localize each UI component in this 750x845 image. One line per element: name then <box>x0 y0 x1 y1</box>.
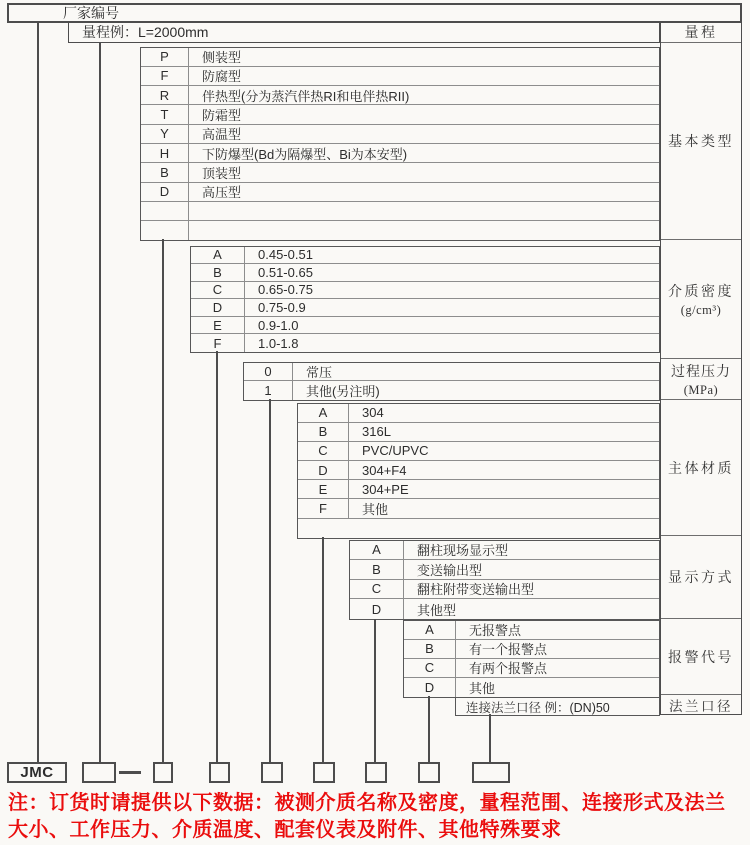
process-pressure-table <box>243 362 660 402</box>
description-cell: 翻柱现场显示型 <box>417 543 509 559</box>
code-cell: F <box>191 334 245 352</box>
table-row <box>191 334 659 352</box>
connector-alarm <box>428 696 430 762</box>
code-cell: Y <box>141 125 189 143</box>
description-cell: 304 <box>362 405 384 421</box>
description-cell: 其他型 <box>417 602 457 618</box>
display-mode-table <box>349 540 660 620</box>
medium-density-table <box>190 246 660 354</box>
alarm-code-table <box>403 620 660 698</box>
table-row <box>141 221 659 240</box>
description-cell: PVC/UPVC <box>362 443 429 459</box>
table-row <box>141 144 659 163</box>
table-row <box>141 48 659 67</box>
code-cell: B <box>298 423 349 441</box>
range-example-row <box>68 21 660 43</box>
description-cell: 有一个报警点 <box>469 642 548 658</box>
code-cell: C <box>350 580 404 599</box>
description-cell: 防腐型 <box>202 69 242 85</box>
table-row <box>244 381 659 400</box>
table-row <box>191 282 659 300</box>
table-row <box>191 264 659 282</box>
description-cell: 伴热型(分为蒸汽伴热RI和电伴热RII) <box>202 88 410 104</box>
table-row <box>141 125 659 144</box>
description-cell: 304+PE <box>362 481 409 497</box>
description-cell <box>349 519 659 538</box>
table-row <box>350 541 659 561</box>
code-box-pressure <box>261 762 283 783</box>
connector-material <box>322 537 324 762</box>
code-cell: F <box>298 499 349 517</box>
table-row <box>141 67 659 86</box>
code-cell: C <box>191 282 245 299</box>
code-cell: E <box>298 480 349 498</box>
description-cell: 下防爆型(Bd为隔爆型、Bi为本安型) <box>202 146 408 162</box>
code-box-basic-type <box>153 762 173 783</box>
table-row <box>350 599 659 619</box>
description-cell: 高压型 <box>202 185 242 201</box>
description-cell: 0.75-0.9 <box>258 300 306 316</box>
connector-display <box>374 619 376 762</box>
code-box-alarm <box>418 762 440 783</box>
table-row <box>404 621 659 640</box>
code-cell: A <box>350 541 404 560</box>
connector-range <box>99 42 101 762</box>
code-cell: B <box>141 163 189 181</box>
code-box-display <box>365 762 387 783</box>
body-material-table <box>297 403 660 539</box>
code-cell: A <box>404 621 456 639</box>
category-label-column <box>660 21 742 715</box>
description-cell: 1.0-1.8 <box>258 335 299 351</box>
description-cell: 其他 <box>469 680 496 696</box>
code-box-material <box>313 762 335 783</box>
label-process-pressure: 过程压力 (MPa) <box>661 359 741 400</box>
table-row <box>298 404 659 423</box>
description-cell: 316L <box>362 424 391 440</box>
table-row <box>350 560 659 580</box>
code-cell: H <box>141 144 189 162</box>
code-cell: D <box>141 183 189 201</box>
table-row <box>191 247 659 265</box>
factory-code-box <box>7 3 742 23</box>
table-row <box>404 659 659 678</box>
code-cell <box>141 202 189 220</box>
code-cell: F <box>141 67 189 85</box>
description-cell: 304+F4 <box>362 462 407 478</box>
code-cell: C <box>298 442 349 460</box>
table-row <box>404 678 659 697</box>
ordering-note-line1: 注：订货时请提供以下数据：被测介质名称及密度，量程范围、连接形式及法兰 <box>8 792 726 814</box>
code-box-density <box>209 762 230 783</box>
code-cell: C <box>404 659 456 677</box>
description-cell: 翻柱附带变送输出型 <box>417 582 535 598</box>
description-cell: 0.9-1.0 <box>258 317 299 333</box>
table-row <box>191 317 659 335</box>
code-cell: B <box>404 640 456 658</box>
description-cell: 高温型 <box>202 127 242 143</box>
table-row <box>141 202 659 221</box>
table-row <box>141 163 659 182</box>
table-row <box>244 363 659 382</box>
description-cell: 有两个报警点 <box>469 661 548 677</box>
description-cell: 0.45-0.51 <box>258 247 313 263</box>
code-cell: A <box>191 247 245 264</box>
description-cell: 0.51-0.65 <box>258 264 313 280</box>
label-alarm-code: 报警代号 <box>661 619 741 695</box>
table-row <box>404 640 659 659</box>
description-cell: 常压 <box>306 364 333 380</box>
table-row <box>298 499 659 518</box>
code-cell: D <box>191 299 245 316</box>
connector-flange <box>489 714 491 762</box>
code-cell: R <box>141 86 189 104</box>
connector-basic-type <box>162 239 164 762</box>
label-basic-type: 基本类型 <box>661 43 741 240</box>
code-cell <box>298 519 349 538</box>
description-cell: 0.65-0.75 <box>258 282 313 298</box>
description-cell: 其他(另注明) <box>306 384 380 400</box>
code-cell: B <box>191 264 245 281</box>
code-cell <box>141 221 189 240</box>
description-cell <box>189 221 659 240</box>
model-prefix-box: JMC <box>7 762 67 783</box>
connector-pressure <box>269 399 271 762</box>
connector-factory-code <box>37 22 39 762</box>
code-cell: D <box>404 678 456 697</box>
description-cell: 顶装型 <box>202 165 242 181</box>
description-cell: 其他 <box>362 502 389 518</box>
factory-code-label: 厂家编号 <box>63 5 119 21</box>
table-row <box>350 580 659 600</box>
code-cell: T <box>141 105 189 123</box>
label-flange-size: 法兰口径 <box>669 699 733 714</box>
table-row <box>298 442 659 461</box>
label-body-material: 主体材质 <box>661 400 741 536</box>
basic-type-table <box>140 47 660 242</box>
table-row <box>191 299 659 317</box>
code-cell: A <box>298 404 349 422</box>
ordering-note <box>8 790 726 844</box>
description-cell <box>189 202 659 220</box>
description-cell: 无报警点 <box>469 623 522 639</box>
table-row <box>298 519 659 538</box>
code-cell: D <box>298 461 349 479</box>
code-cell: P <box>141 48 189 66</box>
ordering-note-line2: 大小、工作压力、介质温度、配套仪表及附件、其他特殊要求 <box>8 819 562 841</box>
code-box-flange <box>472 762 510 783</box>
table-row <box>298 423 659 442</box>
code-cell: E <box>191 317 245 334</box>
code-cell: B <box>350 560 404 579</box>
description-cell: 防霜型 <box>202 108 242 124</box>
label-medium-density: 介质密度 (g/cm³) <box>661 240 741 359</box>
range-example-text: 量程例：L=2000mm <box>82 24 209 40</box>
table-row <box>298 461 659 480</box>
code-cell: D <box>350 599 404 619</box>
flange-size-row: 连接法兰口径 例：(DN)50 <box>455 697 660 716</box>
table-row <box>298 480 659 499</box>
code-cell: 0 <box>244 363 293 381</box>
code-box-range <box>82 762 116 783</box>
table-row <box>141 86 659 105</box>
code-cell: 1 <box>244 381 293 400</box>
code-separator-dash <box>119 771 141 774</box>
description-cell: 侧装型 <box>202 50 242 66</box>
table-row <box>141 183 659 202</box>
connector-density <box>216 351 218 762</box>
table-row <box>141 105 659 124</box>
description-cell: 变送输出型 <box>417 562 483 578</box>
label-display-mode: 显示方式 <box>661 536 741 619</box>
label-range: 量程 <box>661 22 741 43</box>
